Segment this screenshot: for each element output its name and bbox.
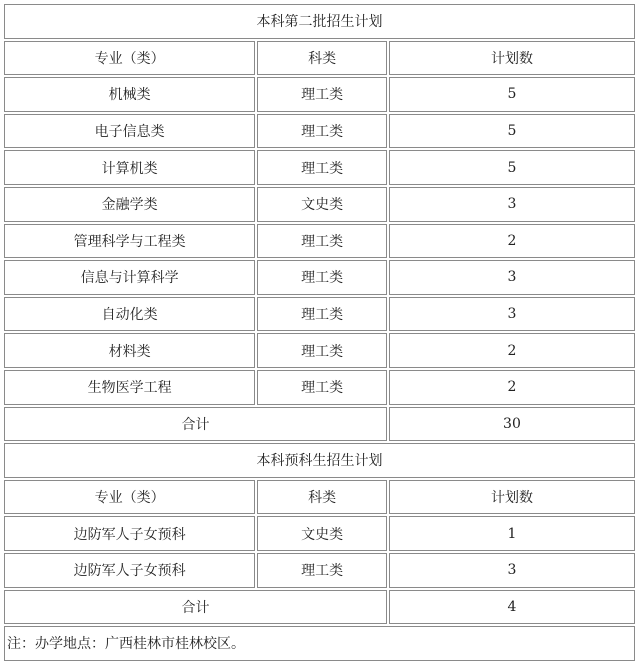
section1-title: 本科第二批招生计划 — [4, 4, 635, 39]
column-header-plan-count: 计划数 — [389, 480, 635, 515]
section1-total-row — [4, 407, 635, 442]
column-header-major: 专业（类） — [4, 41, 255, 76]
plan-count-cell: 3 — [389, 297, 635, 332]
section2-title: 本科预科生招生计划 — [4, 443, 635, 478]
total-label: 合计 — [4, 590, 387, 625]
category-cell: 理工类 — [257, 260, 387, 295]
major-cell: 信息与计算科学 — [4, 260, 255, 295]
section1-title-row — [4, 4, 635, 39]
section2-header-row — [4, 480, 635, 515]
total-value: 30 — [389, 407, 635, 442]
table-row — [4, 150, 635, 185]
column-header-major: 专业（类） — [4, 480, 255, 515]
category-cell: 理工类 — [257, 333, 387, 368]
note-row — [4, 626, 635, 661]
table-row — [4, 333, 635, 368]
category-cell: 理工类 — [257, 114, 387, 149]
major-cell: 金融学类 — [4, 187, 255, 222]
category-cell: 理工类 — [257, 224, 387, 259]
plan-count-cell: 3 — [389, 260, 635, 295]
table-row — [4, 516, 635, 551]
plan-count-cell: 2 — [389, 370, 635, 405]
category-cell: 理工类 — [257, 150, 387, 185]
column-header-category: 科类 — [257, 41, 387, 76]
table-row — [4, 77, 635, 112]
plan-count-cell: 3 — [389, 187, 635, 222]
plan-count-cell: 2 — [389, 333, 635, 368]
plan-count-cell: 1 — [389, 516, 635, 551]
section2-total-row — [4, 590, 635, 625]
total-label: 合计 — [4, 407, 387, 442]
section2-title-row — [4, 443, 635, 478]
plan-count-cell: 5 — [389, 150, 635, 185]
plan-count-cell: 5 — [389, 114, 635, 149]
plan-count-cell: 3 — [389, 553, 635, 588]
column-header-category: 科类 — [257, 480, 387, 515]
category-cell: 理工类 — [257, 77, 387, 112]
plan-count-cell: 5 — [389, 77, 635, 112]
column-header-plan-count: 计划数 — [389, 41, 635, 76]
location-note: 注：办学地点：广西桂林市桂林校区。 — [4, 626, 635, 661]
major-cell: 管理科学与工程类 — [4, 224, 255, 259]
table-row — [4, 370, 635, 405]
section1-header-row — [4, 41, 635, 76]
major-cell: 边防军人子女预科 — [4, 553, 255, 588]
table-row — [4, 187, 635, 222]
total-value: 4 — [389, 590, 635, 625]
plan-count-cell: 2 — [389, 224, 635, 259]
major-cell: 材料类 — [4, 333, 255, 368]
table-row — [4, 224, 635, 259]
category-cell: 文史类 — [257, 187, 387, 222]
category-cell: 理工类 — [257, 370, 387, 405]
table-row — [4, 553, 635, 588]
major-cell: 生物医学工程 — [4, 370, 255, 405]
enrollment-plan-table — [2, 2, 637, 663]
table-row — [4, 114, 635, 149]
category-cell: 理工类 — [257, 297, 387, 332]
major-cell: 机械类 — [4, 77, 255, 112]
major-cell: 自动化类 — [4, 297, 255, 332]
table-row — [4, 260, 635, 295]
major-cell: 电子信息类 — [4, 114, 255, 149]
major-cell: 边防军人子女预科 — [4, 516, 255, 551]
category-cell: 理工类 — [257, 553, 387, 588]
category-cell: 文史类 — [257, 516, 387, 551]
table-row — [4, 297, 635, 332]
major-cell: 计算机类 — [4, 150, 255, 185]
